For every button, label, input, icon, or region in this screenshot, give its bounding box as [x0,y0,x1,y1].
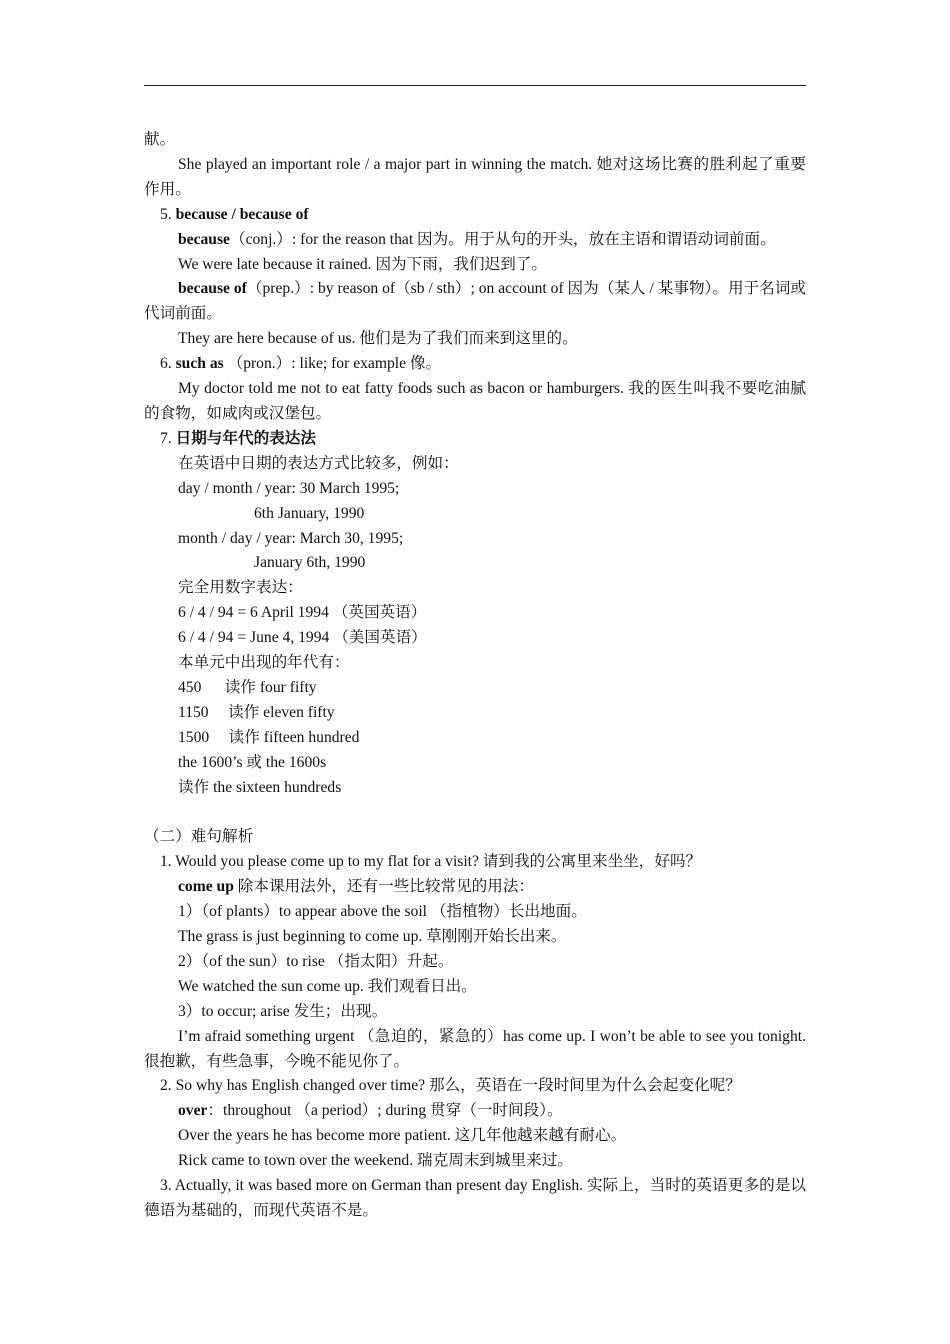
example-sentence: We were late because it rained. 因为下雨，我们迟到了。 [178,255,547,273]
example-sentence: The grass is just beginning to come up. 草刚刚开始长出来。 [178,927,567,945]
text-line: 本单元中出现的年代有： [178,654,350,672]
date-format-line: month / day / year: March 30, 1995; [178,529,404,547]
definition-because-of: because of（prep.）: by reason of（sb / sth）; on account of 因为（某人 / 某事物）。用于名词或代词前面。 [144,280,806,323]
item-7-heading: 7. 日期与年代的表达法 [160,429,316,447]
date-format-line: 6 / 4 / 94 = June 4, 1994 （美国英语） [178,629,427,647]
example-sentence: I’m afraid something urgent （急迫的，紧急的）has come up. I won’t be able to see you tonight. 很抱歉，有些急事，今晚不能见你了。 [144,1027,806,1070]
item-5-heading: 5. because / because of [160,205,309,223]
example-sentence: Rick came to town over the weekend. 瑞克周末到城里来过。 [178,1152,573,1170]
year-reading-line: 1500 读作 fifteen hundred [178,728,360,746]
definition-because: because（conj.）: for the reason that 因为。用于从句的开头，放在主语和谓语动词前面。 [178,230,776,248]
example-sentence: Over the years he has become more patient. 这几年他越来越有耐心。 [178,1127,627,1145]
text-line: 在英语中日期的表达方式比较多，例如： [178,454,459,472]
example-sentence: They are here because of us. 他们是为了我们而来到这里的。 [178,330,578,348]
blank-line [144,800,806,825]
date-format-line: day / month / year: 30 March 1995; [178,479,400,497]
usage-line: 2）（of the sun）to rise （指太阳）升起。 [178,952,454,970]
date-format-line: January 6th, 1990 [254,554,366,572]
usage-line: 1）（of plants）to appear above the soil （指植物）长出地面。 [178,903,587,921]
date-format-line: 6th January, 1990 [254,504,365,522]
text-line: 献。 [144,131,176,148]
year-reading-line: 450 读作 four fifty [178,678,317,696]
year-reading-line: the 1600’s 或 the 1600s [178,753,327,771]
year-reading-line: 读作 the sixteen hundreds [178,778,342,796]
item-6-heading: 6. such as （pron.）: like; for example 像。 [160,355,442,373]
document-body [144,128,806,1224]
usage-line: 3）to occur; arise 发生；出现。 [178,1002,388,1020]
sentence-1: 1. Would you please come up to my flat for a visit? 请到我的公寓里来坐坐，好吗？ [160,853,702,871]
sentence-2: 2. So why has English changed over time? 那么，英语在一段时间里为什么会起变化呢？ [160,1077,741,1095]
header-rule [144,85,806,86]
phrase-over: over：throughout （a period）; during 贯穿（一时间段）。 [178,1102,563,1120]
text-line: 完全用数字表达： [178,579,303,597]
example-sentence: My doctor told me not to eat fatty foods such as bacon or hamburgers. 我的医生叫我不要吃油腻的食物，如咸肉或汉堡包。 [144,380,806,422]
date-format-line: 6 / 4 / 94 = 6 April 1994 （英国英语） [178,604,427,622]
section-heading: （二）难句解析 [144,828,254,846]
example-sentence: She played an important role / a major part in winning the match. 她对这场比赛的胜利起了重要作用。 [144,155,806,198]
phrase-come-up: come up 除本课用法外，还有一些比较常见的用法： [178,878,535,896]
example-sentence: We watched the sun come up. 我们观看日出。 [178,977,477,995]
sentence-3: 3. Actually, it was based more on German than present day English. 实际上，当时的英语更多的是以德语为基础的，而现代英语不是。 [144,1177,806,1219]
year-reading-line: 1150 读作 eleven fifty [178,703,335,721]
